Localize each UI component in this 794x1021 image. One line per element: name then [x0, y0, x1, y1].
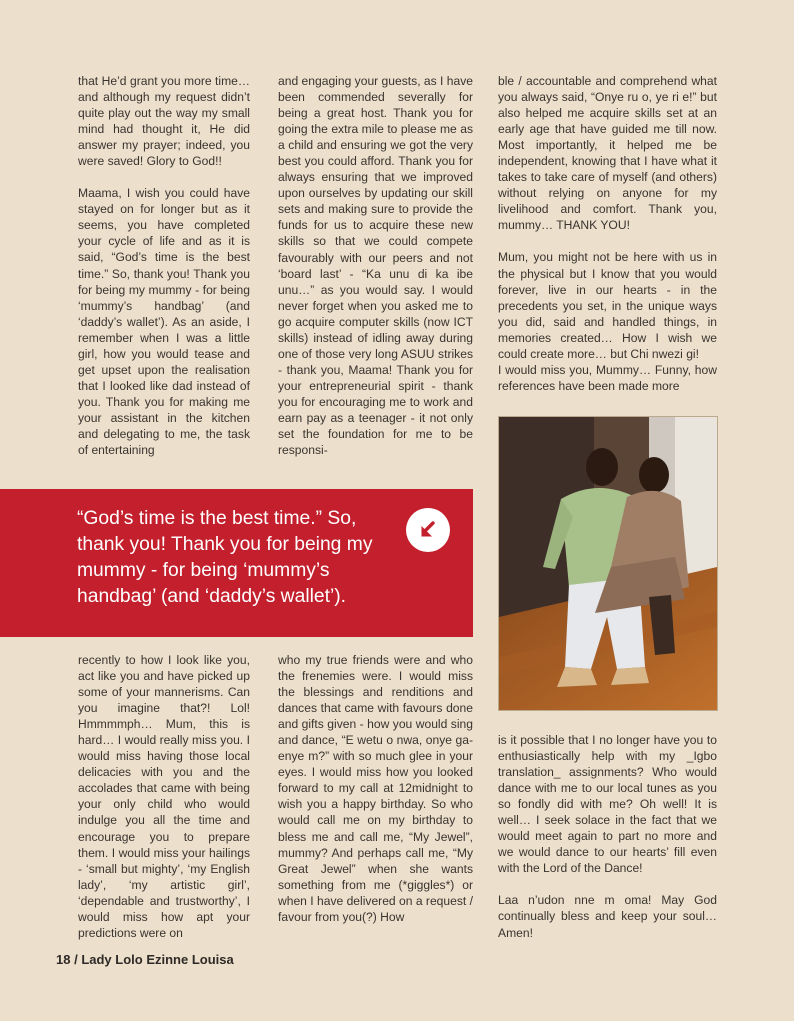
pull-quote-text: “God’s time is the best time.” So, thank you! Thank you for being my mummy - for being ‘mummy’s handbag’ (and ‘daddy’s wallet’).	[77, 508, 373, 607]
paragraph: ble / accountable and comprehend what you always said, “Onye ru o, ye ri e!” but also helped me acquire skills set at an early age that have guided me till now. Most importantly, it helped me be independent, knowing that I have what it takes to take care of myself (and others) without relying on anyone for my livelihood and comfort. Thank you, mummy… THANK YOU!	[498, 74, 717, 233]
photo-mother-and-daughter	[498, 416, 718, 711]
column-top-right	[498, 73, 717, 394]
footer-separator: /	[70, 952, 82, 967]
column-top-middle	[278, 73, 473, 458]
paragraph: and engaging your guests, as I have been commended severally for being a great host. Thank you for going the extra mile to please me as a child and ensuring we got the very best you could afford. Thank you for always ensuring that we improved upon ourselves by updating our skill sets and making sure to provide the funds for us to acquire these new skills so that we could compete favourably with our peers and not ‘board last’ - “Ka unu di ka ibe unu…” as you would say. I would never forget when you asked me to go acquire computer skills (now ICT skills) instead of idling away during one of those very long ASUU strikes - thank you, Maama! Thank you for your entrepreneurial spirit - thank you for encouraging me to work and earn pay as a teenager - it not only set the foundation for me to be responsi-	[278, 74, 473, 458]
page-footer	[56, 952, 234, 967]
page-number: 18	[56, 952, 71, 967]
publication-title: Lady Lolo Ezinne Louisa	[81, 952, 234, 967]
column-top-left	[78, 73, 250, 458]
paragraph: who my true friends were and who the frenemies were. I would miss the blessings and renditions and dances that came with favours done and gifts given - how you would sing and dance, “E wetu o nwa, onye ga-enye m?” with so much glee in your eyes. I would miss how you looked forward to my call at 12midnight to wish you a happy birthday. So who would call me on my birthday to bless me and call me, “My Jewel”, mummy? And perhaps call me, “My Great Jewel” when she wants something from me (*giggles*) or when I have delivered on a request / favour from you(?) How	[278, 653, 473, 924]
paragraph: Mum, you might not be here with us in the physical but I know that you would forever, live in our hearts - in the precedents you set, in the unique ways you did, said and handled things, in memories created… How I wish we could create more… but Chi nwezi gi!	[498, 250, 717, 361]
paragraph: Laa n’udon nne m oma! May God continually bless and keep your soul… Amen!	[498, 893, 717, 940]
column-bottom-right	[498, 732, 717, 941]
paragraph: I would miss you, Mummy… Funny, how references have been made more	[498, 362, 717, 393]
arrow-down-left-icon	[406, 508, 450, 552]
paragraph: Maama, I wish you could have stayed on for longer but as it seems, you have completed your cycle of life and as it is said, “God’s time is the best time.” So, thank you! Thank you for being my mummy - for being ‘mummy’s handbag’ (and ‘daddy’s wallet’). As an aside, I remember when I was a little girl, how you would tease and get upset upon the realisation that I looked like dad instead of you. Thank you for making me your assistant in the kitchen and delegating to me, the task of entertaining	[78, 186, 250, 458]
column-bottom-middle	[278, 652, 473, 925]
paragraph: is it possible that I no longer have you to enthusiastically help with my _Igbo translation_ assignments? Who would dance with me to our local tunes as you so fondly did with me? Oh well! It is well… I seek solace in the fact that we would meet again to part no more and we would dance to our hearts’ fill even with the Lord of the Dance!	[498, 733, 717, 876]
paragraph: recently to how I look like you, act like you and have picked up some of your mannerisms. Can you imagine that?! Lol! Hmmmmph… Mum, this is hard… I would really miss you. I would miss having those local delicacies with you and the accolades that came with being your only child who would indulge you all the time and encourage you to prepare them. I would miss your hailings - ‘small but mighty’, ‘my English lady’, ‘my artistic girl’, ‘dependable and trustworthy’, I would miss how apt your predictions were on	[78, 653, 250, 940]
pull-quote-banner	[0, 489, 473, 637]
column-bottom-left	[78, 652, 250, 941]
paragraph: that He’d grant you more time… and although my request didn’t quite play out the way my small mind had thought it, He did answer my prayer; indeed, you were saved! Glory to God!!	[78, 74, 250, 169]
